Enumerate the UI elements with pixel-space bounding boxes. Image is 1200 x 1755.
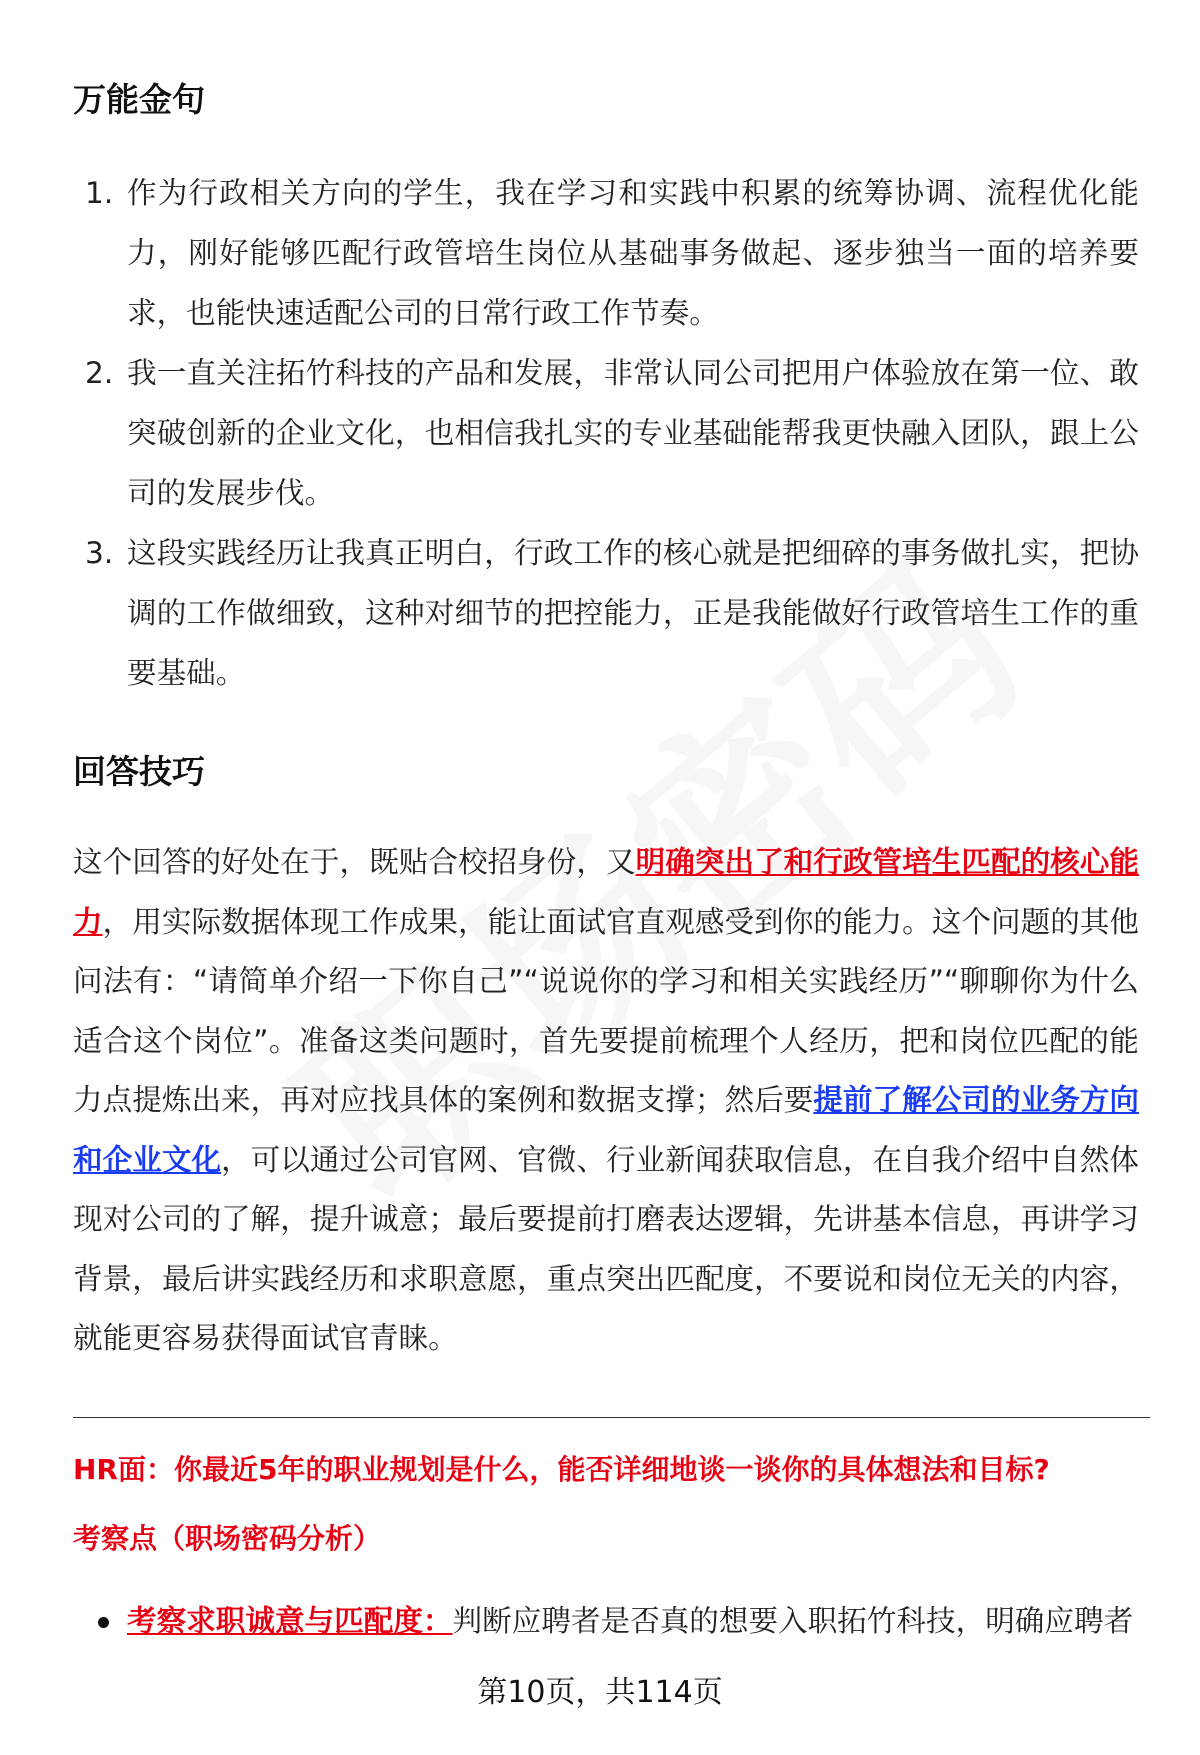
list-item (73, 523, 1139, 703)
bullet-label: 考察求职诚意与匹配度： (127, 1604, 453, 1638)
page-number: 第10页，共114页 (477, 1675, 723, 1710)
list-item (73, 343, 1139, 523)
bullet-item (98, 1598, 1158, 1640)
list-number: 1. (85, 176, 114, 210)
list-item-text: 我一直关注拓竹科技的产品和发展，非常认同公司把用户体验放在第一位、敢突破创新的企业文化，也相信我扎实的专业基础能帮我更快融入团队，跟上公司的发展步伐。 (127, 356, 1139, 510)
list-number: 2. (85, 356, 114, 390)
answer-tips-paragraph (73, 833, 1139, 1369)
bullet-dot-icon (98, 1617, 109, 1628)
golden-sentences-list (73, 163, 1139, 703)
exam-points-title: 考察点（职场密码分析） (73, 1522, 382, 1555)
paragraph-text: ，可以通过公司官网、官微、行业新闻获取信息，在自我介绍中自然体现对公司的了解，提升诚意；最后要提前打磨表达逻辑，先讲基本信息，再讲学习背景，最后讲实践经历和求职意愿，重点突出匹配度，不要说和岗位无关的内容，就能更容易获得面试官青睐。 (73, 1142, 1140, 1355)
highlight-company-research: 提前了解公司的业务方向和企业文化 (73, 1083, 1140, 1177)
paragraph-text: 这个回答的好处在于，既贴合校招身份，又 (73, 845, 636, 879)
list-item-text: 作为行政相关方向的学生，我在学习和实践中积累的统筹协调、流程优化能力，刚好能够匹配行政管培生岗位从基础事务做起、逐步独当一面的培养要求，也能快速适配公司的日常行政工作节奏。 (127, 176, 1139, 330)
divider (73, 1417, 1150, 1418)
hr-question: HR面：你最近5年的职业规划是什么，能否详细地谈一谈你的具体想法和目标? (73, 1453, 1050, 1486)
paragraph-text: ，用实际数据体现工作成果，能让面试官直观感受到你的能力。这个问题的其他问法有：“请简单介绍一下你自己”“说说你的学习和相关实践经历”“聊聊你为什么适合这个岗位”。准备这类问题时，首先要提前梳理个人经历，把和岗位匹配的能力点提炼出来，再对应找具体的案例和数据支撑；然后要 (73, 904, 1140, 1117)
list-number: 3. (85, 536, 114, 570)
section-title-golden-sentences: 万能金句 (73, 80, 205, 119)
list-item-text: 这段实践经历让我真正明白，行政工作的核心就是把细碎的事务做扎实，把协调的工作做细致，这种对细节的把控能力，正是我能做好行政管培生工作的重要基础。 (127, 536, 1139, 690)
section-title-answer-tips: 回答技巧 (73, 752, 205, 791)
highlight-core-ability: 明确突出了和行政管培生匹配的核心能力 (73, 845, 1140, 939)
list-item (73, 163, 1139, 343)
bullet-text: 判断应聘者是否真的想要入职拓竹科技，明确应聘者 (452, 1604, 1134, 1638)
